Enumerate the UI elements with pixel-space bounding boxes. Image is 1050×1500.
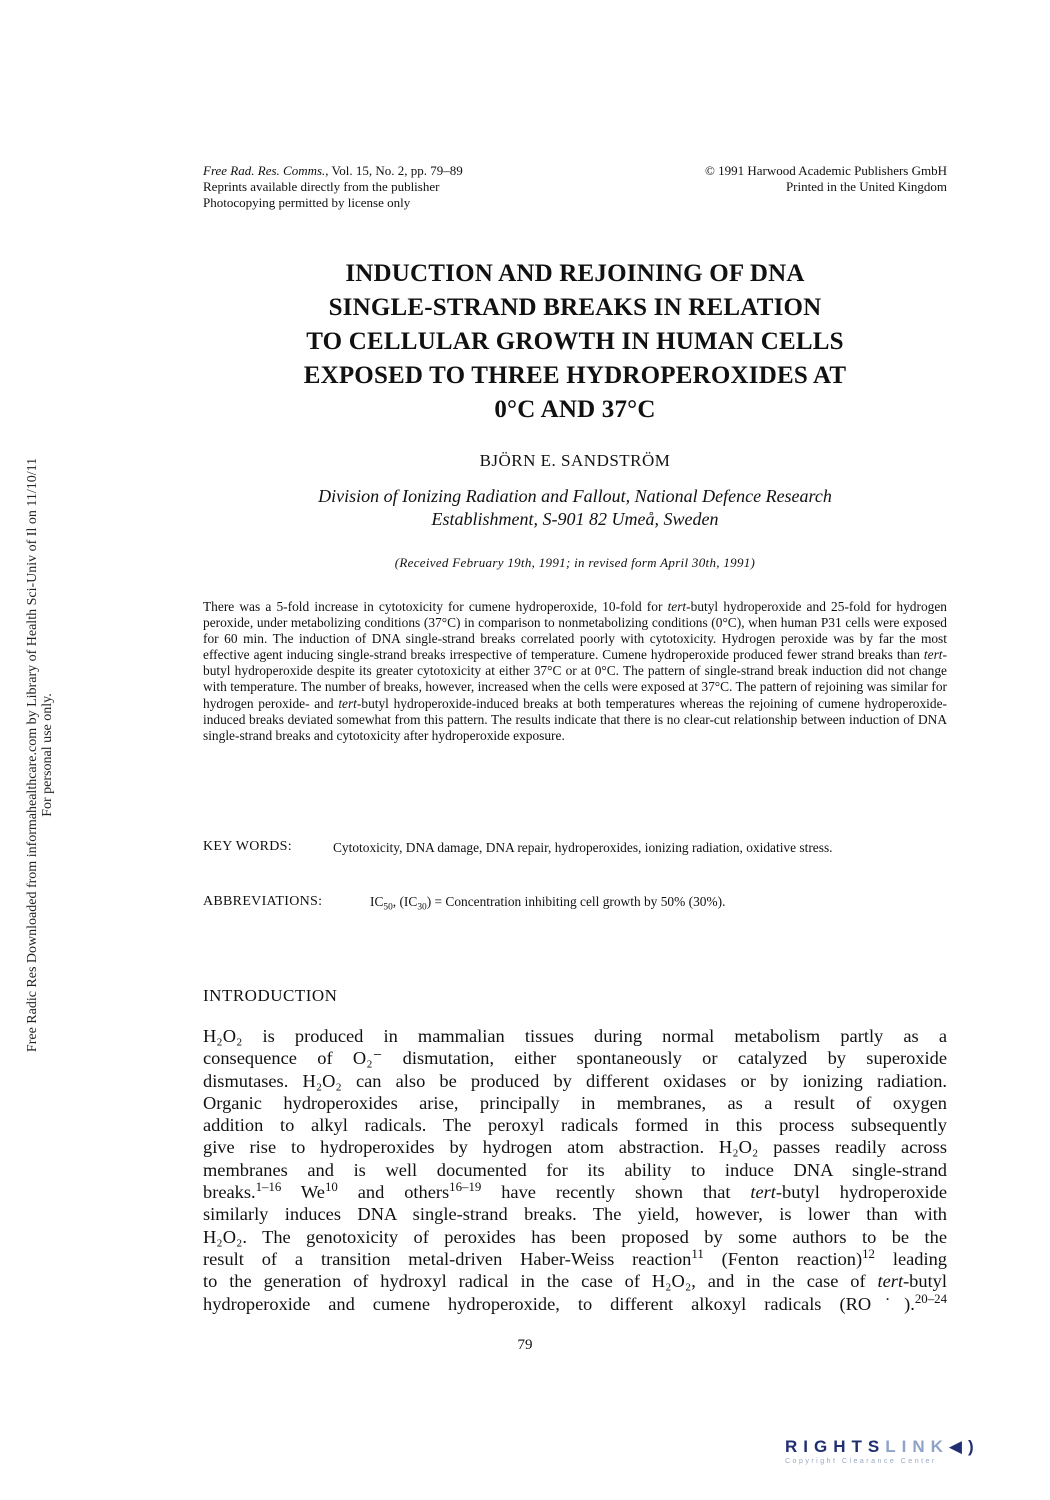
introduction-paragraph xyxy=(203,1025,947,1315)
rightslink-link: LINK xyxy=(885,1437,949,1456)
side-note-line: Free Radic Res Downloaded from informahealthcare.com by Library of Health Sci-Univ of Il on 11/10/11 xyxy=(25,457,40,1053)
intro-text: to the generation of hydroxyl radical in the case of H₂O₂, and in the case of xyxy=(203,1271,878,1292)
intro-line xyxy=(203,1270,947,1292)
intro-line: similarly induces DNA single-strand breaks. The yield, however, is lower than with xyxy=(203,1204,947,1225)
intro-text: hydroperoxide and cumene hydroperoxide, to different alkoxyl radicals (RO˙). xyxy=(203,1293,915,1314)
abbr-sub: 30 xyxy=(417,902,427,913)
title-line: INDUCTION AND REJOINING OF DNA xyxy=(345,260,805,287)
rightslink-subtitle: Copyright Clearance Center xyxy=(785,1458,937,1465)
reprints-note: Reprints available directly from the publisher xyxy=(203,179,440,194)
affiliation xyxy=(150,485,1000,531)
received-dates: (Received February 19th, 1991; in revised form April 30th, 1991) xyxy=(394,555,756,570)
intro-line xyxy=(203,1181,947,1203)
abstract-italic: tert xyxy=(338,695,357,711)
abstract-italic: tert xyxy=(923,647,943,663)
citation-ref: 10 xyxy=(324,1179,338,1194)
intro-line: membranes and is well documented for its ability to induce DNA single-strand xyxy=(203,1159,947,1180)
keywords-label: KEY WORDS: xyxy=(203,839,292,854)
intro-text: -butyl hydroperoxide xyxy=(775,1182,947,1203)
rightslink-logo[interactable] xyxy=(785,1437,1025,1465)
affiliation-line: Establishment, S-901 82 Umeå, Sweden xyxy=(431,509,719,529)
intro-line: H₂O₂. The genotoxicity of peroxides has been proposed by some authors to be the xyxy=(203,1226,947,1247)
intro-text: We xyxy=(281,1182,325,1203)
intro-text: leading xyxy=(874,1248,947,1269)
abbr-def: ) = Concentration inhibiting cell growth by 50% (30%). xyxy=(426,894,726,909)
intro-line: dismutases. H₂O₂ can also be produced by different oxidases or by ionizing radiation. xyxy=(203,1070,947,1091)
abstract xyxy=(203,599,947,744)
citation-ref: 11 xyxy=(691,1246,704,1261)
intro-italic: tert xyxy=(877,1271,904,1292)
page-number: 79 xyxy=(517,1337,533,1353)
copyright-note: © 1991 Harwood Academic Publishers GmbH xyxy=(704,163,947,178)
title-line: SINGLE-STRAND BREAKS IN RELATION xyxy=(328,294,822,321)
citation-ref: 16–19 xyxy=(449,1179,482,1194)
keywords-text: Cytotoxicity, DNA damage, DNA repair, hydroperoxides, ionizing radiation, oxidative stress. xyxy=(333,840,833,855)
citation-ref: 20–24 xyxy=(914,1291,947,1306)
printed-note: Printed in the United Kingdom xyxy=(785,179,947,194)
abbreviations-text xyxy=(370,894,947,913)
title-line: EXPOSED TO THREE HYDROPEROXIDES AT xyxy=(303,362,847,389)
abstract-text: -butyl hydroperoxide despite its greater cytotoxicity at either 37°C or at 0°C. The pattern of single-strand break induction did not change with temperature. The number of breaks, however, increased when the cells were exposed at 37°C. The pattern of rejoining was similar for hydrogen peroxide- and xyxy=(203,647,947,711)
intro-line: addition to alkyl radicals. The peroxyl radicals formed in this process subsequently xyxy=(203,1115,947,1136)
author-name: BJÖRN E. SANDSTRÖM xyxy=(479,451,671,470)
citation-ref: 1–16 xyxy=(255,1179,282,1194)
intro-text: result of a transition metal-driven Haber-Weiss reaction xyxy=(203,1248,692,1269)
abbr-ic: IC xyxy=(370,894,384,909)
title-line: 0°C AND 37°C xyxy=(494,396,656,423)
rightslink-rights: RIGHTS xyxy=(785,1437,886,1456)
intro-line: Organic hydroperoxides arise, principally in membranes, as a result of oxygen xyxy=(203,1092,947,1113)
article-title xyxy=(150,257,1000,427)
intro-line: consequence of O₂⁻ dismutation, either spontaneously or catalyzed by superoxide xyxy=(203,1048,947,1069)
intro-line xyxy=(203,1248,947,1270)
download-side-note xyxy=(25,355,55,1155)
citation-ref: 12 xyxy=(862,1246,875,1261)
abstract-italic: tert xyxy=(667,599,687,614)
abstract-text: -butyl hydroperoxide-induced breaks at both temperatures whereas the rejoining of cumene hydroperoxide-induced breaks deviated somewhat from this pattern. The results indicate that there is no clear-cut relationship between induction of DNA single-strand breaks and cytotoxicity after hydroperoxide exposure. xyxy=(203,695,947,743)
abbr-sep: , (IC xyxy=(392,894,418,909)
intro-text: -butyl xyxy=(903,1271,947,1292)
intro-text: have recently shown that xyxy=(481,1182,751,1203)
rightslink-wordmark xyxy=(785,1437,1025,1457)
intro-line xyxy=(203,1293,947,1315)
journal-citation: , Vol. 15, No. 2, pp. 79–89 xyxy=(325,163,463,178)
intro-text: breaks. xyxy=(203,1182,256,1203)
section-heading-introduction: INTRODUCTION xyxy=(203,986,338,1005)
intro-line: H₂O₂ is produced in mammalian tissues during normal metabolism partly as a xyxy=(203,1026,947,1046)
journal-header xyxy=(203,163,583,211)
intro-text: (Fenton reaction) xyxy=(703,1248,863,1269)
abbreviations-label: ABBREVIATIONS: xyxy=(203,894,323,909)
title-line: TO CELLULAR GROWTH IN HUMAN CELLS xyxy=(306,328,844,355)
intro-italic: tert xyxy=(750,1182,776,1203)
side-note-line: For personal use only. xyxy=(40,693,55,817)
photocopying-note: Photocopying permitted by license only xyxy=(203,195,411,210)
abstract-text: There was a 5-fold increase in cytotoxicity for cumene hydroperoxide, 10-fold for xyxy=(203,599,668,614)
abstract-text: -butyl hydroperoxide and 25-fold for hydrogen peroxide, under metabolizing conditions (37°C) in comparison to nonmetabolizing conditions (0°C), when human P31 cells were exposed for 60 min. The induction of DNA single-strand breaks correlated poorly with cytotoxicity. Hydrogen peroxide was by far the most effective agent inducing single-strand breaks irrespective of temperature. Cumene hydroperoxide produced fewer strand breaks than xyxy=(203,599,947,663)
intro-line: give rise to hydroperoxides by hydrogen atom abstraction. H₂O₂ passes readily across xyxy=(203,1137,947,1158)
publisher-header xyxy=(567,163,947,195)
intro-text: and others xyxy=(337,1182,450,1203)
journal-name: Free Rad. Res. Comms. xyxy=(203,163,326,178)
affiliation-line: Division of Ionizing Radiation and Fallout, National Defence Research xyxy=(318,486,832,506)
abbr-sub: 50 xyxy=(383,902,393,913)
rightslink-arrow-icon: ◀) xyxy=(948,1437,980,1456)
